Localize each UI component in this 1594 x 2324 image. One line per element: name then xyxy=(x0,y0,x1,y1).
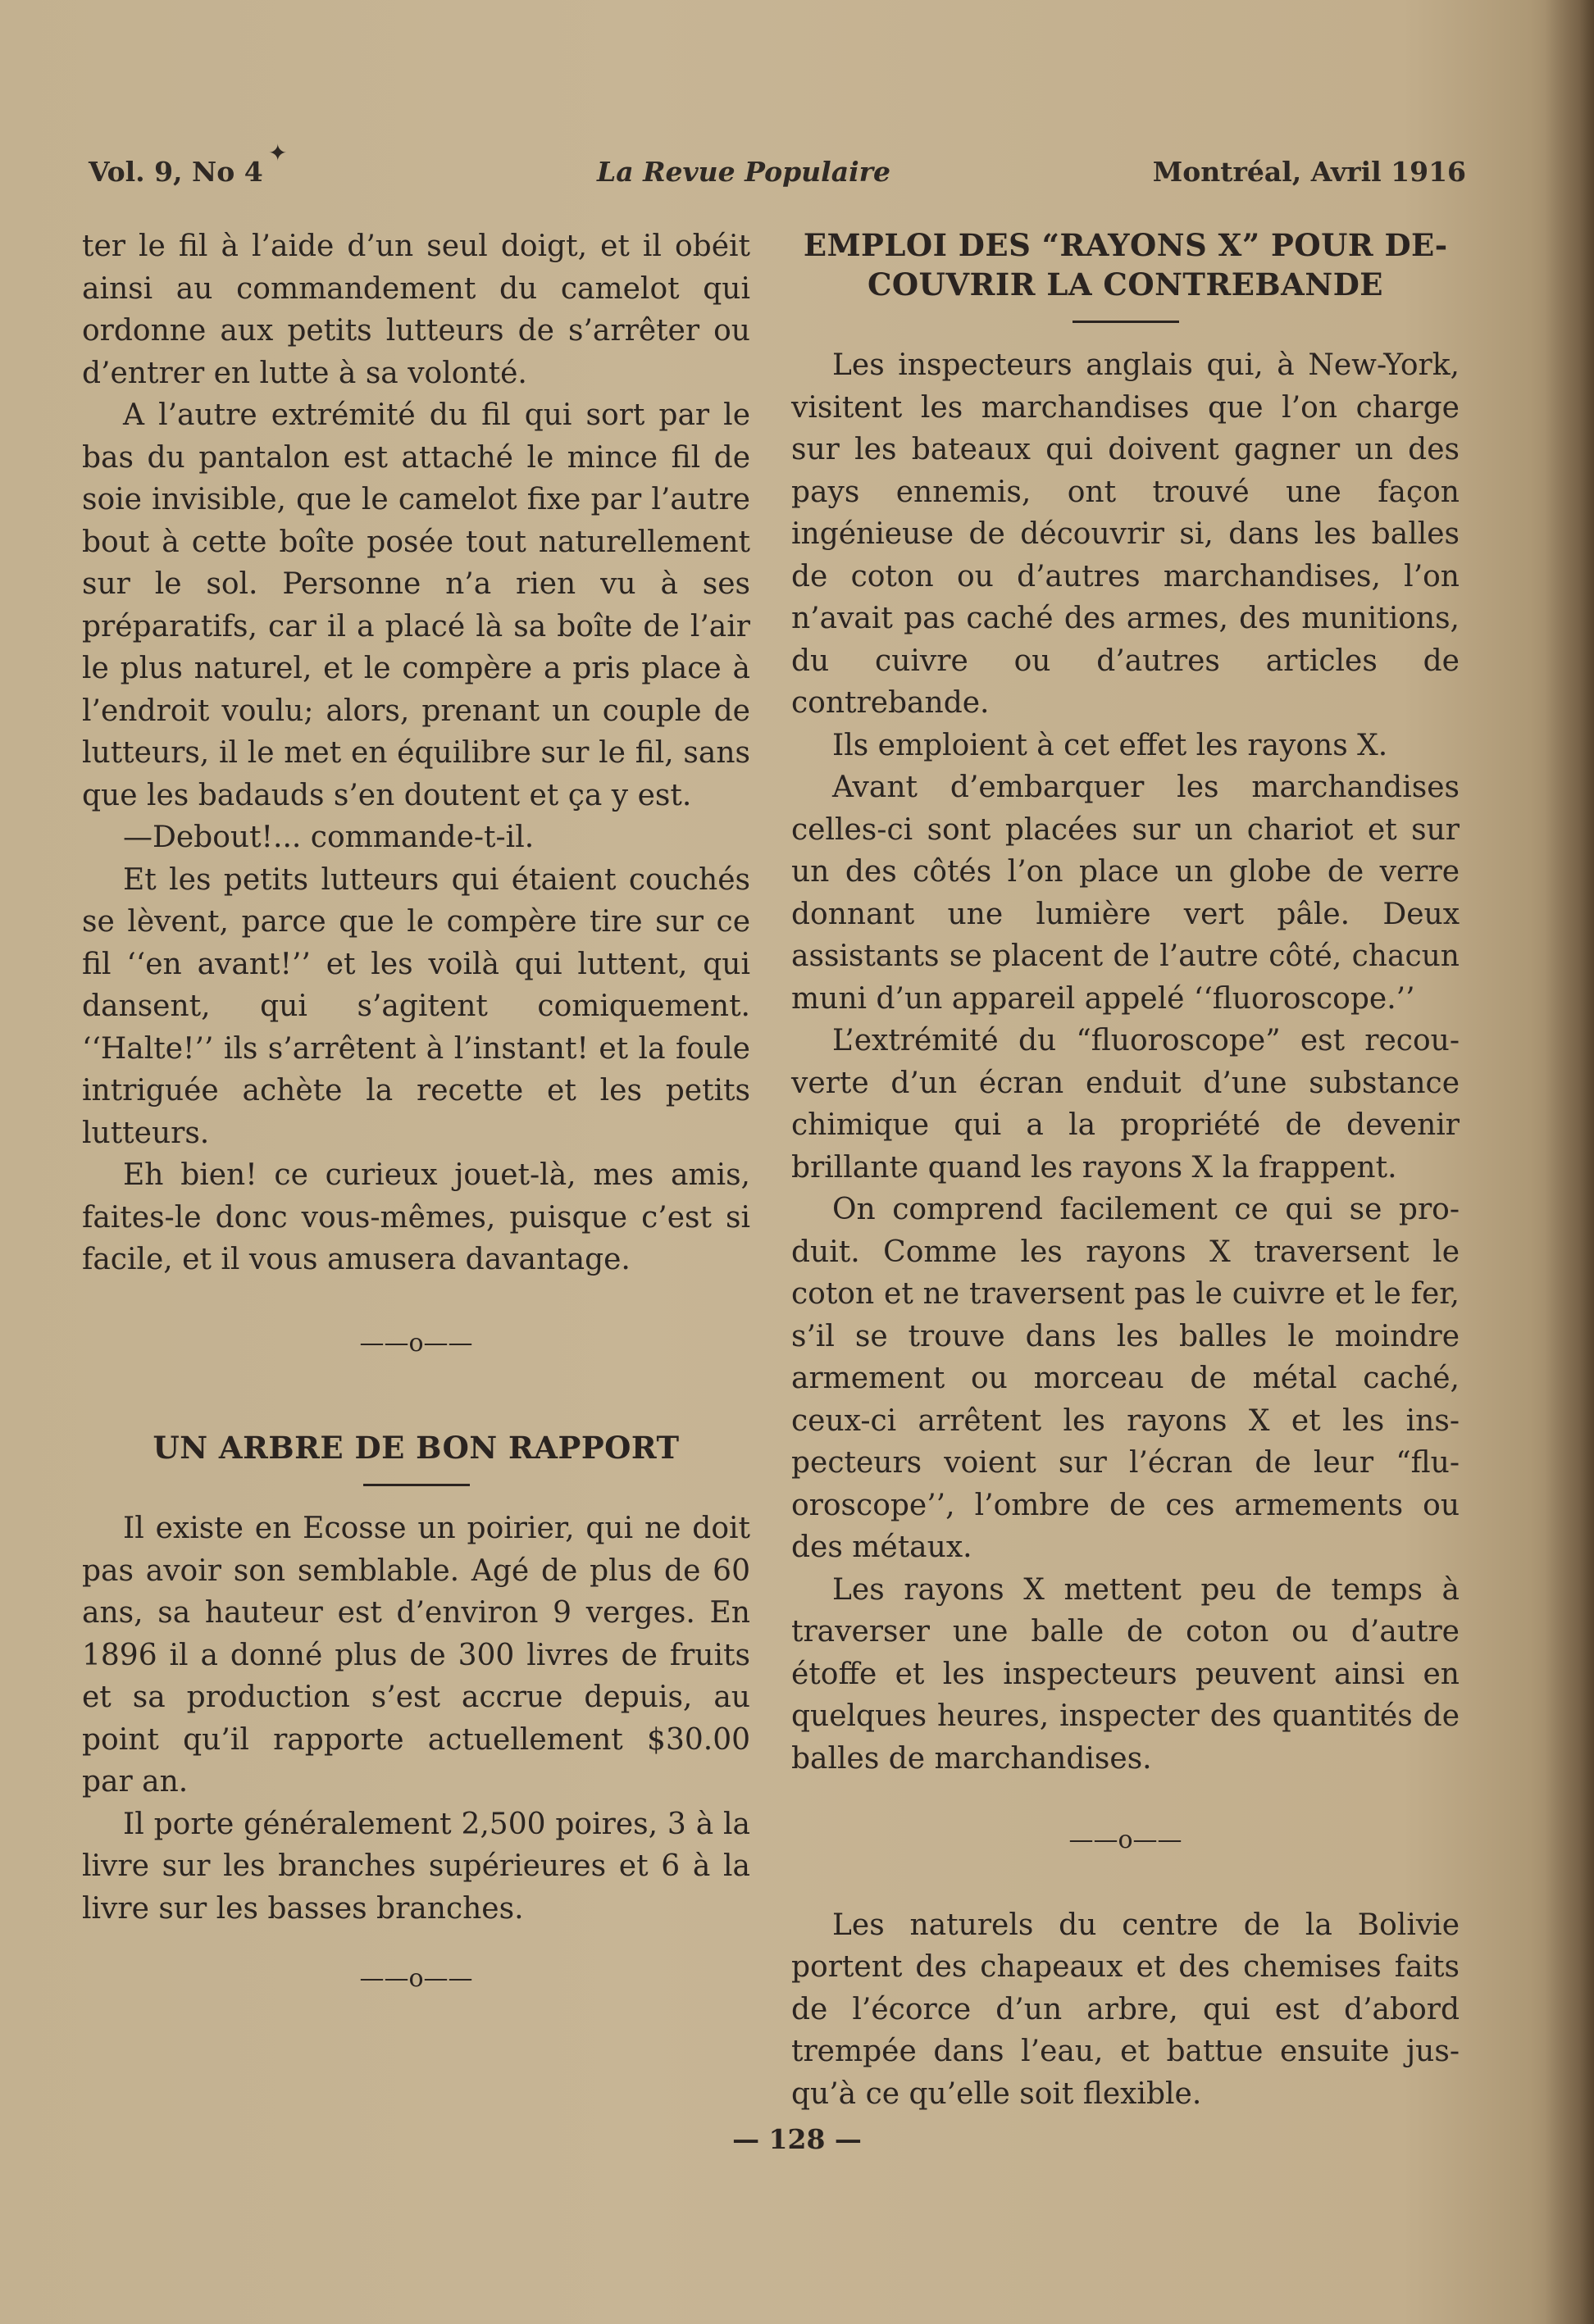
page-number: — 128 — xyxy=(732,2123,862,2155)
paragraph: Les inspecteurs anglais qui, à New-York, visitent les marchandises que l’on charge sur les bateaux qui doivent gagner un des pays ennemis, ont trouvé une façon ingénieuse de découvrir si, dans les balles de coton ou d’autres marchandises, l’on n’avait pas caché des armes, des munitions, du cuivre ou d’autres articles de contrebande. xyxy=(791,348,1460,720)
paragraph: Les rayons X mettent peu de temps à traverser une balle de coton ou d’autre étoffe et les inspecteurs peuvent ainsi en quelques heures, inspecter des quantités de balles de marchandises. xyxy=(791,1572,1460,1776)
article-title: UN ARBRE DE BON RAPPORT xyxy=(153,1430,680,1466)
paragraph: ter le fil à l’aide d’un seul doigt, et il obéit ainsi au commandement du camelot qui ordonne aux petits lutteurs de s’arrêter ou d’entrer en lutte à sa volonté. xyxy=(82,230,750,390)
paragraph: L’extrémité du “fluoroscope” est recouverte d’un écran enduit d’une substance chimique qui a la propriété de devenir brillante quand les rayons X la frappent. xyxy=(791,1024,1460,1185)
volume-label: Vol. 9, No 4 xyxy=(89,156,263,188)
section-separator: ——o—— xyxy=(359,1964,473,1993)
paragraph: Il existe en Ecosse un poirier, qui ne doit pas avoir son semblable. Agé de plus de 60 ans, sa hauteur est d’environ 9 verges. En 1896 il a donné plus de 300 livres de fruits et sa production s’est accrue depuis, au point qu’il rapporte actuellement $30.00 par an. xyxy=(82,1512,750,1799)
title-rule xyxy=(1073,321,1179,323)
paragraph: —Debout!... commande-t-il. xyxy=(123,821,535,854)
ornament-mark: ✦ xyxy=(268,139,288,166)
paragraph: Et les petits lutteurs qui étaient couchés se lèvent, parce que le compère tire sur ce fil ‘‘en avant!’’ et les voilà qui luttent, qui dansent, qui s’agitent comiquement. ‘‘Halte!’’ ils s’arrêtent à l’instant! et la foule intriguée achète la recette et les petits lutteurs. xyxy=(82,862,750,1150)
place-date: Montréal, Avril 1916 xyxy=(1152,156,1466,188)
article-title: EMPLOI DES “RAYONS X” POUR DECOUVRIR LA CONTREBANDE xyxy=(803,227,1448,302)
right-column xyxy=(791,225,1460,2115)
paragraph: Il porte généralement 2,500 poires, 3 à la livre sur les branches supérieures et 6 à la livre sur les basses branches. xyxy=(82,1807,750,1926)
journal-title: La Revue Populaire xyxy=(597,156,890,188)
paragraph: On comprend facilement ce qui se produit. Comme les rayons X traversent le coton et ne traversent pas le cuivre et le fer, s’il se trouve dans les balles le moindre armement ou morceau de métal caché, ceux-ci arrêtent les rayons X et les inspecteurs voient sur l’écran de leur “fluoroscope’’, l’ombre de ces armements ou des métaux. xyxy=(791,1193,1460,1564)
title-rule xyxy=(363,1484,470,1486)
section-separator: ——o—— xyxy=(1068,1826,1182,1854)
paragraph: Avant d’embarquer les marchandises celles-ci sont placées sur un chariot et sur un des côtés l’on place un globe de verre donnant une lumière vert pâle. Deux assistants se placent de l’autre côté, chacun muni d’un appareil appelé ‘‘fluoroscope.’’ xyxy=(791,771,1460,1016)
paragraph: Eh bien! ce curieux jouet-là, mes amis, faites-le donc vous-mêmes, puisque c’est si facile, et il vous amusera davantage. xyxy=(82,1158,750,1276)
running-header xyxy=(89,156,1466,197)
paragraph: Les naturels du centre de la Bolivie portent des chapeaux et des chemises faits de l’écorce d’un arbre, qui est d’abord trempée dans l’eau, et battue ensuite jusqu’à ce qu’elle soit flexible. xyxy=(791,1908,1460,2111)
paragraph: Ils emploient à cet effet les rayons X. xyxy=(832,728,1388,762)
left-column xyxy=(82,225,750,2000)
section-separator: ——o—— xyxy=(359,1328,473,1358)
page-spine-shadow xyxy=(1545,0,1594,2324)
paragraph: A l’autre extrémité du fil qui sort par le bas du pantalon est attaché le mince fil de soie invisible, que le camelot fixe par l’autre bout à cette boîte posée tout naturellement sur le sol. Personne n’a rien vu à ses préparatifs, car il a placé là sa boîte de l’air le plus naturel, et le compère a pris place à l’endroit voulu; alors, prenant un couple de lutteurs, il le met en équilibre sur le fil, sans que les badauds s’en doutent et ça y est. xyxy=(82,398,750,812)
